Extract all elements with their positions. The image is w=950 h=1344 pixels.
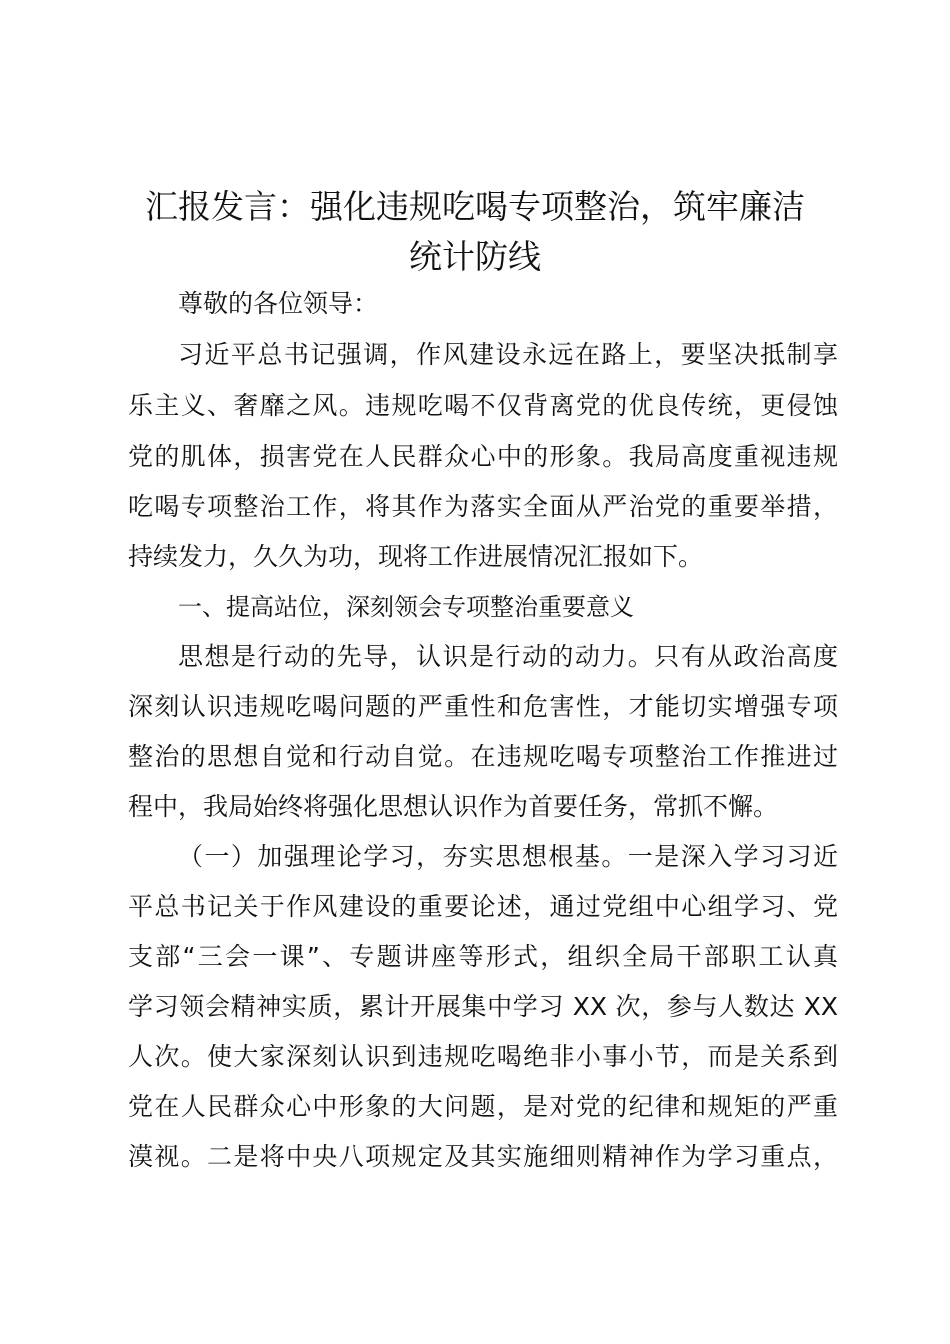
body-line: 漠视。二是将中央八项规定及其实施细则精神作为学习重点， bbox=[128, 1142, 838, 1171]
body-line: 学习领会精神实质，累计开展集中学习 XX 次，参与人数达 XX bbox=[128, 992, 838, 1021]
body-line: 人次。使大家深刻认识到违规吃喝绝非小事小节，而是关系到 bbox=[128, 1042, 838, 1071]
body-line: 党的肌体，损害党在人民群众心中的形象。我局高度重视违规 bbox=[128, 442, 838, 471]
title-line-1: 汇报发言：强化违规吃喝专项整治，筑牢廉洁 bbox=[145, 187, 805, 226]
title-line-2: 统计防线 bbox=[409, 237, 541, 276]
body-line: 程中，我局始终将强化思想认识作为首要任务，常抓不懈。 bbox=[128, 792, 779, 821]
body-line: 党在人民群众心中形象的大问题，是对党的纪律和规矩的严重 bbox=[128, 1092, 838, 1121]
body-line: 平总书记关于作风建设的重要论述，通过党组中心组学习、党 bbox=[128, 892, 838, 921]
body-line: 深刻认识违规吃喝问题的严重性和危害性，才能切实增强专项 bbox=[128, 692, 838, 721]
section-heading: 一、提高站位，深刻领会专项整治重要意义 bbox=[178, 593, 634, 621]
salutation: 尊敬的各位领导： bbox=[178, 289, 379, 318]
body-line: 支部“三会一课”、专题讲座等形式，组织全局干部职工认真 bbox=[128, 942, 838, 971]
body-line: 思想是行动的先导，认识是行动的动力。只有从政治高度 bbox=[178, 642, 838, 671]
body-line: 乐主义、奢靡之风。违规吃喝不仅背离党的优良传统，更侵蚀 bbox=[128, 391, 838, 420]
body-line: 吃喝专项整治工作，将其作为落实全面从严治党的重要举措， bbox=[128, 492, 838, 521]
body-line: 习近平总书记强调，作风建设永远在路上，要坚决抵制享 bbox=[178, 340, 838, 369]
body-line: 持续发力，久久为功，现将工作进展情况汇报如下。 bbox=[128, 542, 704, 571]
document-title bbox=[100, 182, 850, 282]
body-line: （一）加强理论学习，夯实思想根基。一是深入学习习近 bbox=[178, 842, 838, 871]
body-line: 整治的思想自觉和行动自觉。在违规吃喝专项整治工作推进过 bbox=[128, 742, 838, 771]
